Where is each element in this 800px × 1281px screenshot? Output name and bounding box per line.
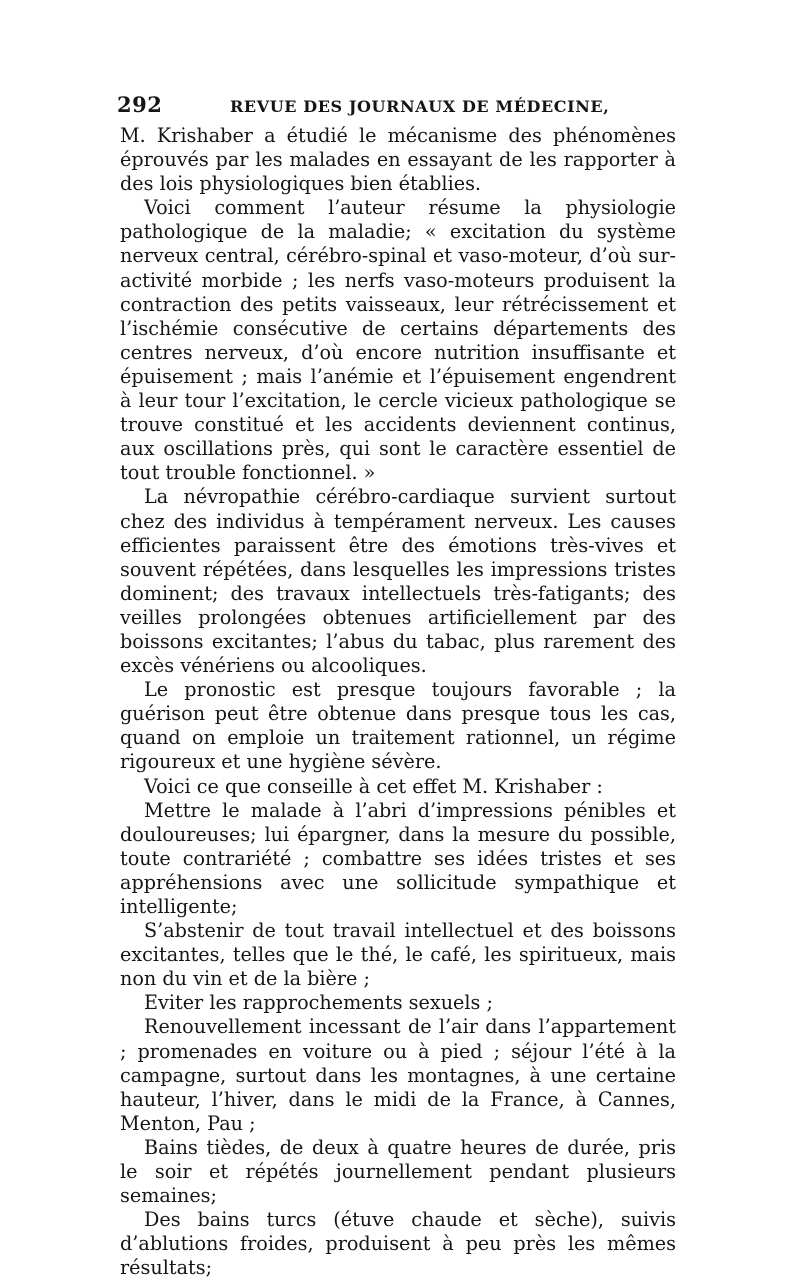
paragraph-advice-intro: Voici ce que conseille à cet effet M. Krishaber : xyxy=(144,774,603,798)
paragraph-advice-abstain: S’abstenir de tout travail intellectuel et des boissons excitantes, telles que le thé, le café, les spiritueux, mais non du vin et de la bière ; xyxy=(120,919,676,991)
paragraph-intro: M. Krishaber a étudié le mécanisme des phénomènes éprouvés par les malades en essayant de les rapporter à des lois physiologiques bien établies. xyxy=(120,124,676,196)
paragraph-advice-impressions: Mettre le malade à l’abri d’impressions pénibles et douloureuses; lui épargner, dans la mesure du possible, toute contrariété ; combattre ses idées tristes et ses appréhensions avec une sollicitude sympathique et intelligente; xyxy=(120,798,676,918)
paragraph-causes: La névropathie cérébro-cardiaque survient surtout chez des individus à tempérament nerveux. Les causes efficientes paraissent être des émotions très-vives et souvent répétées, dans lesquelles les impressions tristes dominent; des travaux intellectuels très-fatigants; des veilles prolongées obtenues artificiellement par des boissons excitantes; l’abus du tabac, plus rarement des excès vénériens ou alcooliques. xyxy=(120,485,676,678)
paragraph-advice-sexual: Eviter les rapprochements sexuels ; xyxy=(144,991,493,1015)
paragraph-advice-turkish-baths: Des bains turcs (étuve chaude et sèche), suivis d’ablutions froides, produisent à peu près les mêmes résultats; xyxy=(120,1208,676,1280)
paragraph-advice-baths: Bains tièdes, de deux à quatre heures de durée, pris le soir et répétés journellement pendant plusieurs semaines; xyxy=(120,1135,676,1208)
body-text xyxy=(120,124,676,1281)
paragraph-advice-air: Renouvellement incessant de l’air dans l’appartement ; promenades en voiture ou à pied ; séjour l’été à la campagne, surtout dans les montagnes, à une certaine hauteur, l’hiver, dans le midi de la France, à Cannes, Menton, Pau ; xyxy=(120,1015,676,1135)
paragraph-physiology: Voici comment l’auteur résume la physiologie pathologique de la maladie; « excitation du système nerveux central, cérébro-spinal et vaso-moteur, d’où sur-activité morbide ; les nerfs vaso-moteurs produisent la contraction des petits vaisseaux, leur rétrécissement et l’ischémie consécutive de certains départements des centres nerveux, d’où encore nutrition insuffisante et épuisement ; mais l’anémie et l’épuisement engendrent à leur tour l’excitation, le cercle vicieux pathologique se trouve constitué et les accidents deviennent continus, aux oscillations près, qui sont le caractère essentiel de tout trouble fonctionnel. » xyxy=(120,196,676,485)
page-number: 292 xyxy=(117,92,163,117)
journal-title: REVUE DES JOURNAUX DE MÉDECINE, xyxy=(230,97,610,116)
running-head xyxy=(117,92,676,124)
paragraph-prognosis: Le pronostic est presque toujours favorable ; la guérison peut être obtenue dans presque tous les cas, quand on emploie un traitement rationnel, un régime rigoureux et une hygiène sévère. xyxy=(120,678,676,774)
document-page xyxy=(117,92,676,1281)
